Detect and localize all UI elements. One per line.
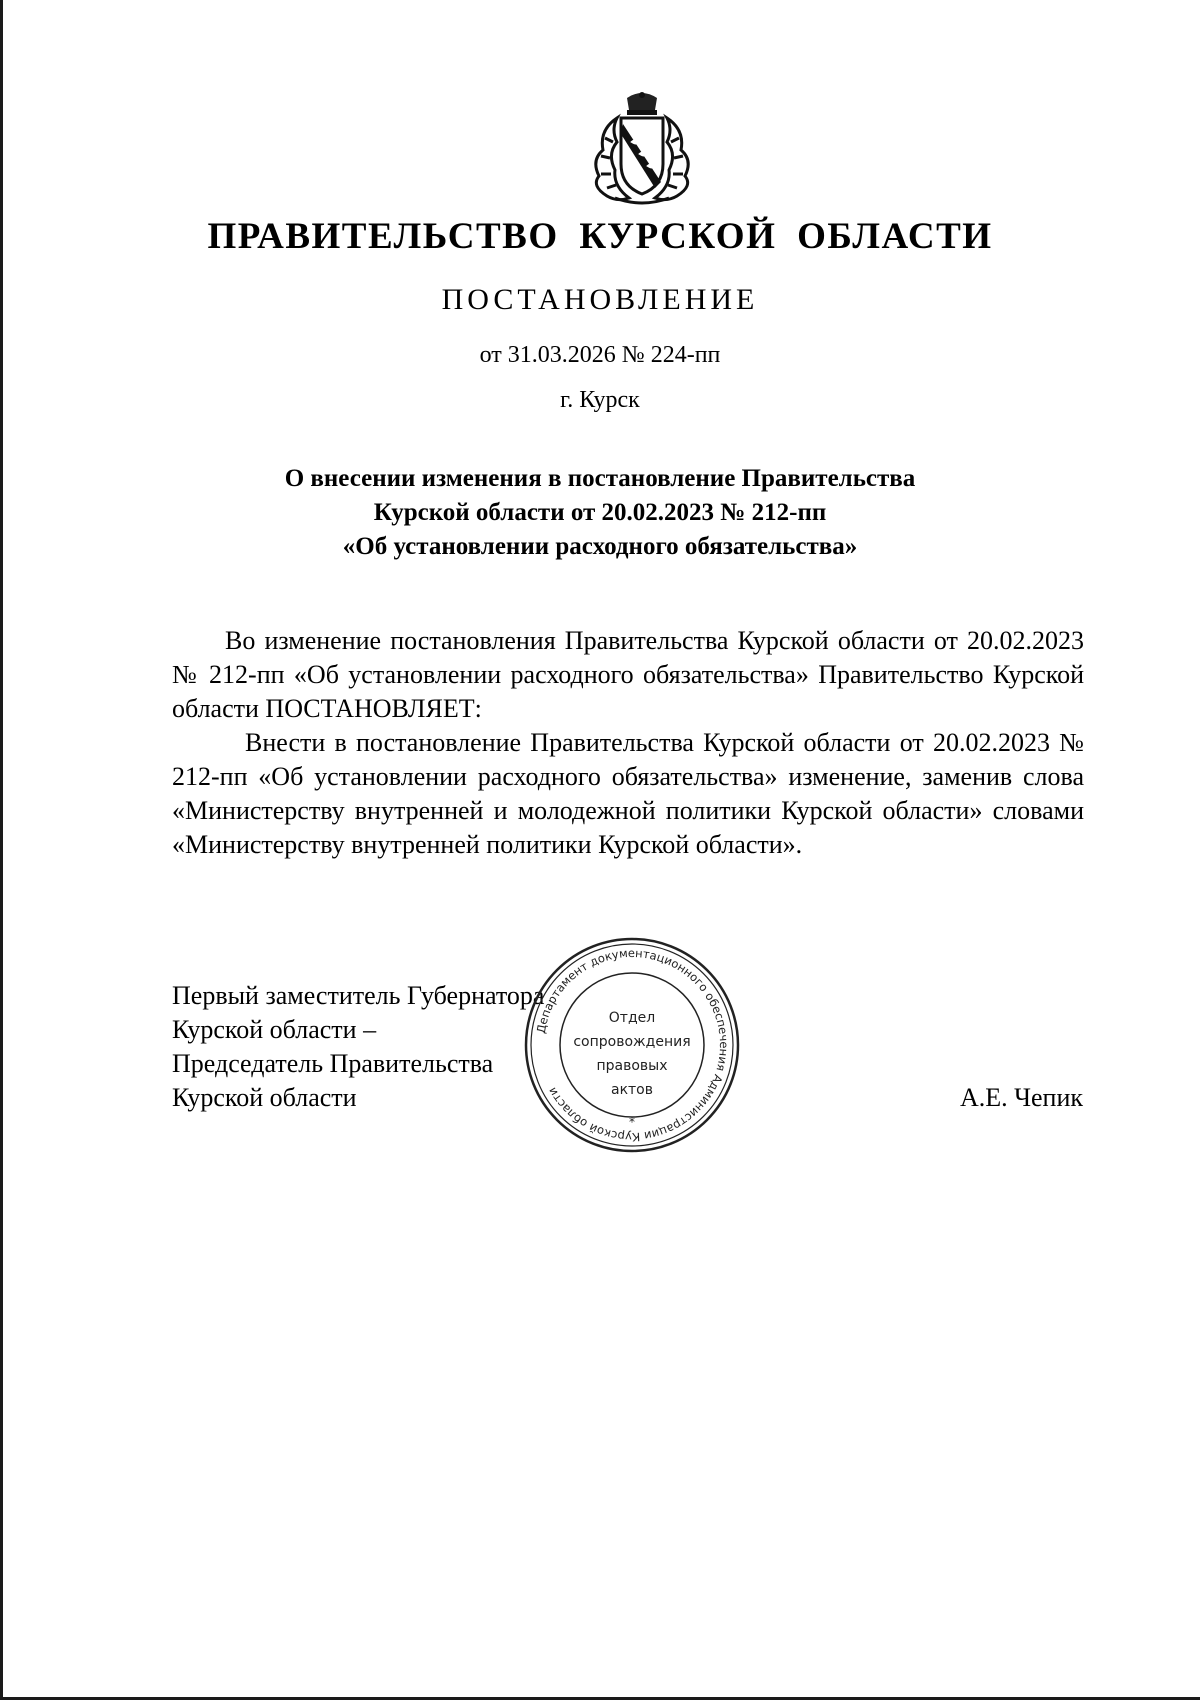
signatory-position-line: Курской области – (172, 1015, 377, 1044)
signatory-position-line: Председатель Правительства (172, 1049, 494, 1078)
document-body (172, 624, 1084, 862)
stamp-center-line: актов (610, 1082, 654, 1098)
document-city: г. Курск (560, 387, 640, 413)
stamp-ring-text: Департамент документационного обеспечения Администрации Курской области (533, 945, 732, 1145)
document-date-number: от 31.03.2026 № 224-пп (479, 342, 721, 368)
organization-title: ПРАВИТЕЛЬСТВО КУРСКОЙ ОБЛАСТИ (207, 216, 993, 257)
subject-line: «Об установлении расходного обязательства» (342, 533, 858, 560)
signatory-position-line: Первый заместитель Губернатора (172, 981, 545, 1010)
coat-of-arms-icon (577, 90, 707, 208)
document-subject (0, 462, 1200, 564)
stamp-center-line: сопровождения (573, 1034, 691, 1050)
subject-line: Курской области от 20.02.2023 № 212-пп (373, 499, 827, 526)
body-paragraph: Во изменение постановления Правительства Курской области от 20.02.2023 № 212-пп «Об установлении расходного обязательства» Правительство Курской области ПОСТАНОВЛЯЕТ: (172, 626, 1084, 723)
signatory-position-line: Курской области (172, 1083, 357, 1112)
signatory-position (172, 979, 544, 1115)
subject-line: О внесении изменения в постановление Правительства (284, 465, 916, 492)
official-stamp-icon (517, 930, 747, 1160)
stamp-center-line: Отдел (608, 1010, 656, 1026)
svg-text:*: * (629, 1115, 635, 1129)
document-type: ПОСТАНОВЛЕНИЕ (441, 283, 759, 316)
signatory-name: А.Е. Чепик (959, 1083, 1083, 1112)
body-paragraph: Внести в постановление Правительства Курской области от 20.02.2023 № 212-пп «Об установлении расходного обязательства» изменение, заменив слова «Министерству внутренней и молодежной политики Курской области» словами «Министерству внутренней политики Курской области». (172, 728, 1084, 859)
stamp-center-line: правовых (596, 1058, 668, 1074)
